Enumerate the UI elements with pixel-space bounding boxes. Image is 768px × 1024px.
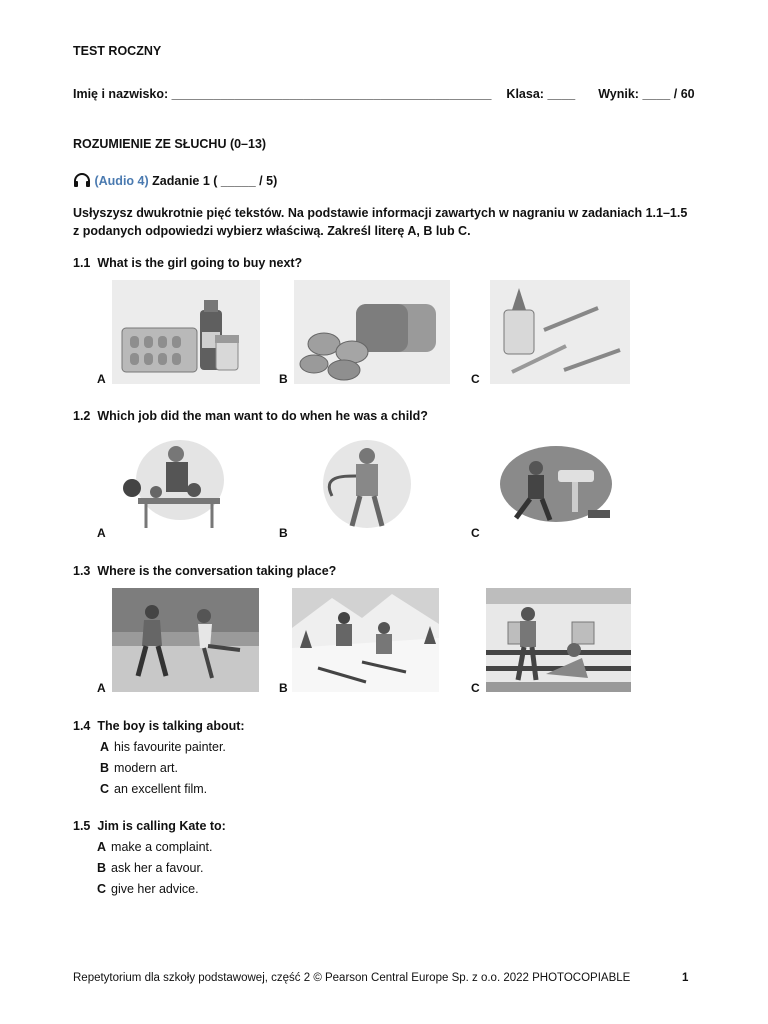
option-label-b[interactable]: B bbox=[279, 372, 288, 386]
question-1-3: 1.3 Where is the conversation taking place? bbox=[73, 564, 337, 578]
question-1-1: 1.1 What is the girl going to buy next? bbox=[73, 256, 303, 270]
footer-text: Repetytorium dla szkoły podstawowej, część 2 © Pearson Central Europe Sp. z o.o. 2022 PHOTOCOPIABLE bbox=[73, 972, 631, 984]
image-florist bbox=[118, 436, 228, 532]
class-line[interactable]: ____ bbox=[547, 87, 576, 101]
page-number: 1 bbox=[682, 972, 689, 984]
option-c[interactable]: C give her advice. bbox=[97, 882, 199, 896]
image-firefighter bbox=[312, 436, 422, 532]
student-info-row bbox=[73, 87, 695, 101]
image-ice-rink bbox=[112, 588, 259, 692]
name-line[interactable]: ______________________________________________ bbox=[171, 87, 492, 101]
section-title: ROZUMIENIE ZE SŁUCHU (0–13) bbox=[73, 137, 267, 151]
option-label-a[interactable]: A bbox=[97, 681, 106, 695]
instruction-line-2: z podanych odpowiedzi wybierz właściwą. Zakreśl literę A, B lub C. bbox=[73, 224, 471, 238]
option-label-a[interactable]: A bbox=[97, 372, 106, 386]
option-label-a[interactable]: A bbox=[97, 526, 106, 540]
image-glue-pencils bbox=[490, 280, 630, 384]
option-a[interactable]: A make a complaint. bbox=[97, 840, 213, 854]
task-score: ( _____ / 5) bbox=[213, 174, 278, 188]
image-plumber bbox=[496, 436, 624, 532]
image-bread bbox=[294, 280, 450, 384]
class-label: Klasa: bbox=[506, 87, 544, 101]
score-label: Wynik: bbox=[598, 87, 639, 101]
option-label-c[interactable]: C bbox=[471, 681, 480, 695]
score-line[interactable]: ____ bbox=[642, 87, 671, 101]
option-label-b[interactable]: B bbox=[279, 526, 288, 540]
audio-link[interactable]: (Audio 4) bbox=[94, 174, 149, 188]
headphones-icon bbox=[73, 173, 91, 187]
image-gym bbox=[486, 588, 631, 692]
option-c[interactable]: C an excellent film. bbox=[100, 782, 208, 796]
option-a[interactable]: A his favourite painter. bbox=[100, 740, 226, 754]
instruction-line-1: Usłyszysz dwukrotnie pięć tekstów. Na podstawie informacji zawartych w nagraniu w zadaniach 1.1–1.5 bbox=[73, 206, 688, 220]
image-medicines bbox=[112, 280, 260, 384]
task-label: Zadanie 1 bbox=[152, 174, 210, 188]
task-row bbox=[73, 173, 277, 188]
name-label: Imię i nazwisko: bbox=[73, 87, 169, 101]
score-max: / 60 bbox=[673, 87, 695, 101]
option-label-b[interactable]: B bbox=[279, 681, 288, 695]
question-1-2: 1.2 Which job did the man want to do when he was a child? bbox=[73, 409, 428, 423]
image-ski-slope bbox=[292, 588, 439, 692]
option-b[interactable]: B modern art. bbox=[100, 761, 178, 775]
question-1-5: 1.5 Jim is calling Kate to: bbox=[73, 819, 226, 833]
option-b[interactable]: B ask her a favour. bbox=[97, 861, 204, 875]
test-title: TEST ROCZNY bbox=[73, 44, 162, 58]
question-1-4: 1.4 The boy is talking about: bbox=[73, 719, 245, 733]
option-label-c[interactable]: C bbox=[471, 526, 480, 540]
option-label-c[interactable]: C bbox=[471, 372, 480, 386]
